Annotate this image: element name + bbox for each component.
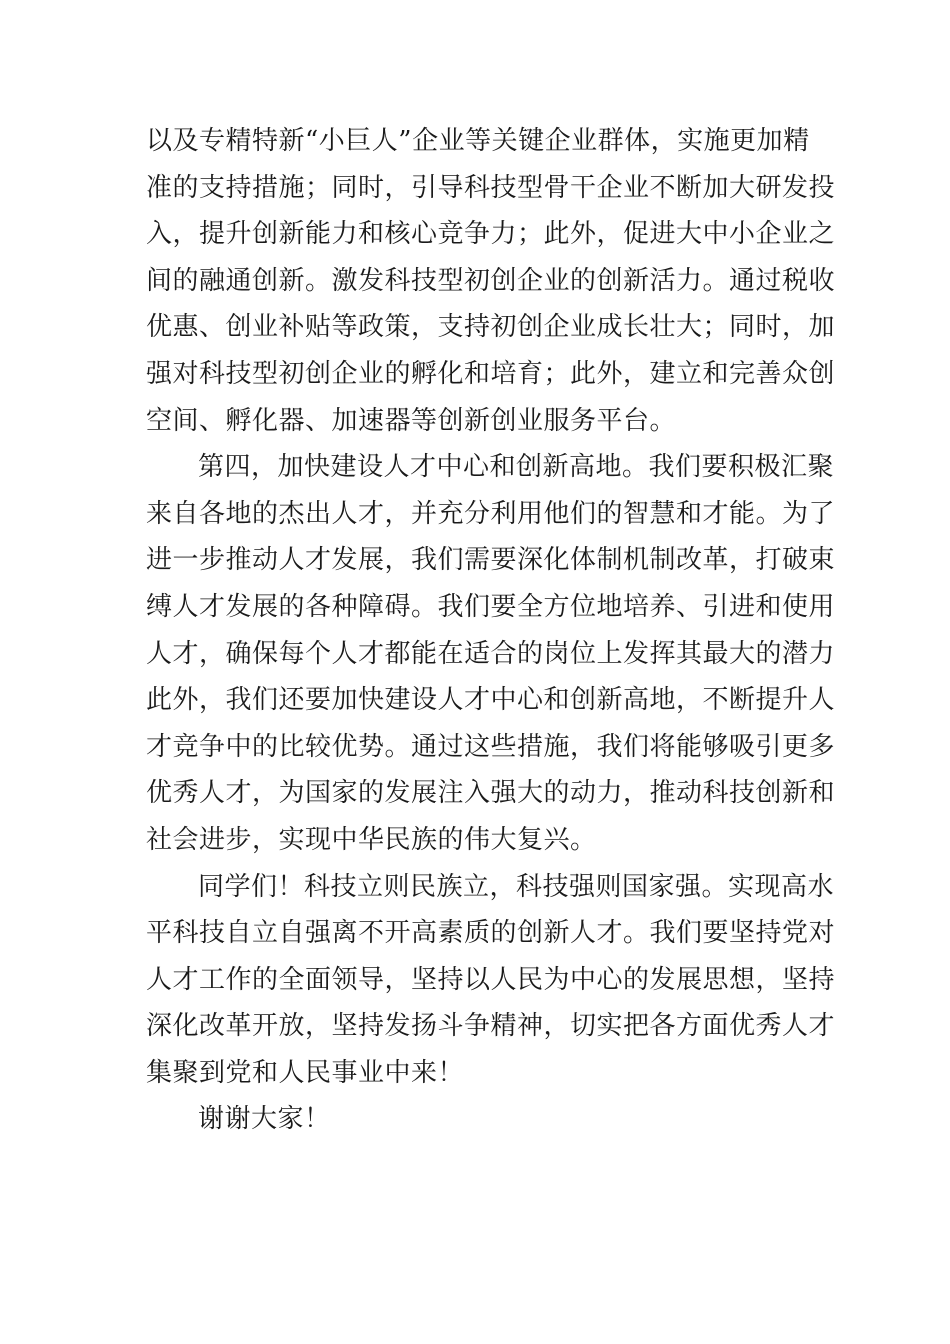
text-line: 集聚到党和人民事业中来！ bbox=[146, 1057, 465, 1088]
text-line: 进一步推动人才发展，我们需要深化体制机制改革，打破束 bbox=[146, 545, 836, 576]
text-line: 优秀人才，为国家的发展注入强大的动力，推动科技创新和 bbox=[146, 778, 836, 809]
text-line: 同学们！科技立则民族立，科技强则国家强。实现高水 bbox=[198, 871, 835, 902]
text-line: 第四，加快建设人才中心和创新高地。我们要积极汇聚 bbox=[198, 452, 835, 483]
text-line: 深化改革开放，坚持发扬斗争精神，切实把各方面优秀人才 bbox=[146, 1011, 836, 1042]
text-line: 间的融通创新。激发科技型初创企业的创新活力。通过税收 bbox=[146, 265, 836, 296]
text-line: 此外，我们还要加快建设人才中心和创新高地，不断提升人 bbox=[146, 685, 836, 716]
text-line: 谢谢大家！ bbox=[198, 1104, 331, 1135]
text-line: 平科技自立自强离不开高素质的创新人才。我们要坚持党对 bbox=[146, 918, 836, 949]
text-line: 缚人才发展的各种障碍。我们要全方位地培养、引进和使用 bbox=[146, 591, 836, 622]
text-line: 人才，确保每个人才都能在适合的岗位上发挥其最大的潜力 bbox=[146, 638, 836, 669]
text-line: 社会进步，实现中华民族的伟大复兴。 bbox=[146, 824, 597, 855]
text-line: 强对科技型初创企业的孵化和培育；此外，建立和完善众创 bbox=[146, 358, 836, 389]
text-line: 人才工作的全面领导，坚持以人民为中心的发展思想，坚持 bbox=[146, 964, 836, 995]
text-line: 来自各地的杰出人才，并充分利用他们的智慧和才能。为了 bbox=[146, 498, 836, 529]
text-line: 才竞争中的比较优势。通过这些措施，我们将能够吸引更多 bbox=[146, 731, 836, 762]
text-line: 入，提升创新能力和核心竞争力；此外，促进大中小企业之 bbox=[146, 219, 836, 250]
text-line: 空间、孵化器、加速器等创新创业服务平台。 bbox=[146, 405, 677, 436]
text-line: 准的支持措施；同时，引导科技型骨干企业不断加大研发投 bbox=[146, 172, 836, 203]
text-line: 优惠、创业补贴等政策，支持初创企业成长壮大；同时，加 bbox=[146, 312, 836, 343]
text-line: 以及专精特新“小巨人”企业等关键企业群体，实施更加精 bbox=[146, 126, 810, 156]
document-body bbox=[146, 118, 836, 1143]
